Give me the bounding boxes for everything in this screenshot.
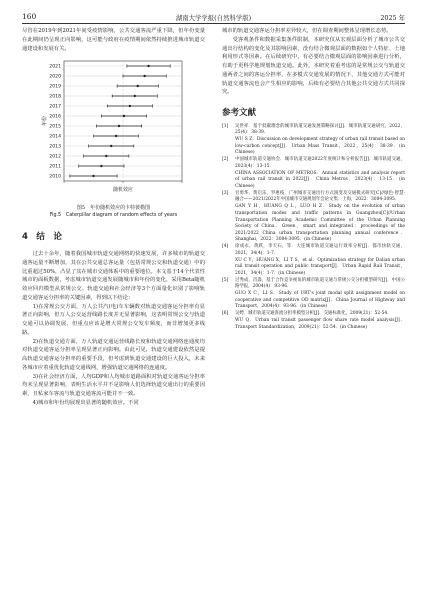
figure-caption-en: Fig.5 Caterpillar diagram of random effects of years (49, 213, 178, 219)
continued-paragraph: 城市的轨道交通客运分担率差异较大，但在调查期间整体呈现增长态势。 (222, 28, 392, 34)
y-tick-label: 2012 (49, 154, 61, 160)
reference-item (222, 291, 405, 311)
estimate-point (137, 85, 139, 87)
reference-item (222, 171, 405, 191)
reference-item (222, 258, 405, 278)
y-axis-label: 年份 (42, 116, 48, 127)
running-header (22, 11, 405, 24)
reference-text: GUO X C，LI S．Study of URT's joint modal split assignment model on cooperative and competitive OD matrix[J]．China Journal of Highway and Transport，2004(4)：93-96．(in Chinese) (235, 291, 405, 310)
reference-text: GAN Y H，HUANG Q L，LUO H Z．Study on the evolution of urban transportation modes and traffic patterns in Guangzhou[C]//Urban Transportation Planning Academic Committee of the Urban Planning Society of China．Green，smart and integrated：proceedings of the 2021/2022 China urban transportation planning annual conference．Shanghai，2022：3084-3095．(in Chinese) (235, 204, 405, 243)
y-tick-label: 2013 (49, 144, 61, 150)
reference-text: WU Q．Urban rail transit passenger flow share rate model analysis[J]．Transport Standardization，2009(21)：52-54．(in Chinese) (235, 318, 405, 330)
left-column (22, 27, 205, 408)
conclusion-point-3: 3)在社会经济方面，人均GDP和人均城市道路面积对轨道交通客运分担率均未呈现显著影响，表明生活水平并不是影响人们选择轨道交通出行的重要因素，且私家车客流与轨道交通客流可能并不一致。 (22, 373, 205, 397)
x-axis-label: 随机效应 (112, 187, 134, 194)
reference-number (222, 171, 235, 191)
estimate-point (115, 135, 117, 137)
section-heading: 4 结 论 (22, 232, 62, 243)
references-title: 参考文献 (222, 108, 257, 118)
conclusion-point-2: 2)在轨道交通方面，万人轨道交通运营线路长度和轨道交通网络连通度均对轨道交通客运分担率呈现显著正向影响。由此可见，轨道交通建设依然是提高轨道交通客运分担率的重要手段，但考虑到轨道交通建设的巨大投入，未来各城市应着重优化轨道交通线网，增强轨道交通网络的连通度。 (22, 338, 205, 371)
figure-caption-cn: 图5 年份随机效应的卡特彼勒图 (76, 205, 151, 212)
reference-number: [3] (222, 190, 229, 196)
y-tick-label: 2014 (49, 134, 61, 140)
reference-text: XU C Y，HUANG X，LI T S，et al．Optimization strategy for Dalian urban rail transit operation and public transport[J]．Urban Rapid Rail Transit，2021，34(4)：1-7．(in Chinese) (235, 257, 405, 276)
conclusion-paragraph: 过去十余年，随着我国城市轨道交通网络的快速发展，许多城市的轨道交通客运量不断增加，其在公共交通总客运量（包括常规公交和轨道交通）中的比重超过50%，凸显了其在城市交通体系中的重要地位。本文基于14个代表性城市的面板数据，考虑城市轨道交通发展随城市和年份的变化，采用Beta随机效应回归模型从常规公交、轨道交通和社会经济等3个方面量化识别了影响轨道交通客运分担率的关键因素，得到以下结论： (22, 251, 205, 301)
reference-item (222, 278, 405, 291)
reference-text: 徐成永，黄跃，李天石，等．大连城市轨道交通运行效率分析[J]．都市快轨交通，2021，34(4)：1-7． (235, 244, 405, 256)
reference-text: 过秀成，肖淼，基于合作竞争视角的城市轨道交通与常规公交分担模型研究[J]．中国公路学报，2004(4)：93-96． (235, 277, 405, 290)
estimate-point (134, 95, 136, 97)
reference-text: WU S Z．Discussion on development strategy of urban rail transit based on low-carbon concept[J]．Urban Mass Transit，2022，25(4)：38-39．(in Chinese) (235, 137, 405, 156)
reference-text: CHINA ASSOCIATION OF METROS．Annual statistics and analysis report of urban rail transit in 2022[J]．China Metros，2023(4)：13-15．(in Chinese) (235, 170, 405, 189)
reference-number (222, 291, 235, 311)
estimate-point (147, 65, 149, 67)
reference-number (222, 318, 235, 331)
y-tick-label: 2016 (49, 114, 61, 120)
estimate-point (105, 155, 107, 157)
estimate-point (92, 175, 94, 177)
page-number: 160 (22, 12, 37, 21)
y-tick-label: 2010 (49, 174, 61, 180)
reference-text: 甘勇华，黄启乐，罗惠枝．广州城市交通出行方式演变及交通模式研究[C]//绿色·智慧·融合——2021/2022年中国城市交通规划年会论文集．上海，2022：3084-3095． (235, 190, 405, 203)
reference-item (222, 157, 405, 170)
reference-number: [4] (222, 244, 229, 250)
reference-item (222, 311, 405, 318)
y-tick-label: 2021 (49, 64, 61, 70)
y-tick-label: 2015 (49, 124, 61, 130)
caterpillar-figure (22, 57, 205, 204)
journal-year: 2025 年 (380, 14, 405, 22)
estimate-point (110, 145, 112, 147)
reference-number (222, 204, 235, 244)
reference-item (222, 244, 405, 257)
intro-paragraph: 尽管在2019年到2021年间受疫情影响，公共交通客流严重下降，但年份变量在此期间仍呈现正向影响，这可能与政府在疫情期间依然持续推进城市轨道交通建设和发展有关。 (22, 28, 205, 52)
conclusion-point-1: 1)在常规公交方面，万人公共汽(电)车车辆数对轨道交通客运分担率有显著正向影响，但万人公交运营线路长度并无显著影响，这表明常规公交与轨道交通可以协调发展，但重点应该是增大常规公交发车频度，而非增加更多线路。 (22, 303, 205, 336)
y-tick-label: 2018 (49, 94, 61, 100)
reference-number: [5] (222, 277, 229, 283)
reference-number (222, 137, 235, 157)
reference-item (222, 124, 405, 137)
reference-number: [6] (222, 311, 229, 317)
right-column (222, 27, 405, 332)
reference-number: [2] (222, 157, 229, 163)
conclusion-point-4: 4)城市和年份均展现出显著的随机效应。不同 (32, 399, 139, 406)
reference-text: 吴世祥．基于低碳理念的城市轨道交通发展策略探讨[J]．城市轨道交通研究，2022，25(4)：38-39． (235, 123, 405, 136)
y-tick-label: 2017 (49, 104, 61, 110)
reference-text: 中国城市轨道交通协会．城市轨道交通2022年度统计和分析报告[J]．城市轨道交通，2023(4)：13-15． (235, 157, 405, 169)
reference-number: [1] (222, 123, 229, 129)
reference-number (222, 258, 235, 278)
journal-name: 湖南大学学报(自然科学版) (175, 14, 252, 22)
reference-item (222, 191, 405, 204)
estimate-point (123, 115, 125, 117)
y-tick-label: 2020 (49, 74, 61, 80)
reference-item (222, 204, 405, 244)
estimate-point (100, 165, 102, 167)
reference-item (222, 137, 405, 157)
estimate-point (143, 75, 145, 77)
reference-item (222, 318, 405, 331)
reference-text: 吴娉．城市轨道交通客流分担率模型分析[J]．交通标准化，2009(21)：52-54． (235, 311, 392, 317)
caterpillar-chart (22, 57, 205, 204)
estimate-point (129, 105, 131, 107)
y-tick-label: 2011 (49, 164, 61, 170)
reference-list (222, 124, 405, 332)
limitations-paragraph: 受客观条件和数据采集条件限制，本研究仅从宏观层面分析了城市公共交通出行结构的变化及其影响因素，没有结合微观层面的数据如个人特征、土地利用形式等因素。在后续研究中，有必要结合微观层面的影响因素进行分析，有助于更科学地规划轨道交通。此外，本研究着重考虑的是常规公交与轨道交通两者之间的客运分担率，在多模式交通发展的情况下，其他交通方式可能对轨道交通客流也会产生相应的影响，后续有必要结合其他公共交通方式共同探究。 (222, 36, 405, 96)
estimate-point (118, 125, 120, 127)
y-tick-label: 2019 (49, 84, 61, 90)
